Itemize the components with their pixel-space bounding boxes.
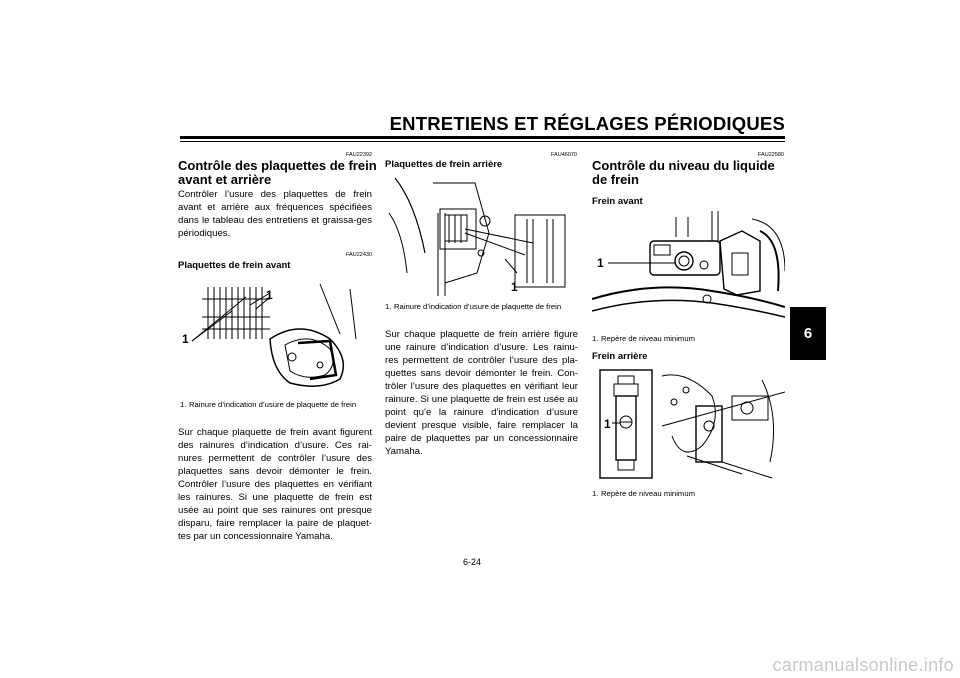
figure-caption: [592, 489, 785, 499]
figure-front-brake-reservoir: [592, 211, 785, 327]
figure-caption: [180, 400, 372, 410]
caption-text: Repère de niveau minimum: [601, 489, 696, 498]
rear-pads-body: Sur chaque plaquette de frein arrière figure une rainure d’indication d’usure. Les rainu-res permettent de contrôler l’usure des pla-quettes sans devoir démonter le frein. Con-trôler l’usure des plaquettes en vérifiant leur rainure. Si une plaquette de frein est usée au point qu’e la rainure d’indication d’usure devient presque visible, faire remplacer la paire de plaquettes par un concessionnaire Yamaha.: [385, 329, 578, 457]
front-pads-body: Sur chaque plaquette de frein avant figurent des rainures d’indication d’usure. Ces rai-nures permettent de contrôler l’usure des plaquettes sans devoir démonter le frein. Contrôler l’usure des plaquettes en vérifiant les rainures. Si une plaquette de frein est usée au point que ses rainures ont presque disparu, faire remplacer la paire de plaquet-tes par un concessionnaire Yamaha.: [178, 427, 372, 542]
section-code: FAU22392: [346, 152, 372, 158]
caption-number: 1.: [385, 302, 392, 311]
figure-callout-label: 1: [182, 332, 189, 346]
figure-callout-label: 1: [604, 417, 611, 431]
subsection-title-front-fluid: Frein avant: [592, 196, 643, 207]
figure-rear-brake-reservoir: [592, 366, 785, 482]
caption-number: 1.: [592, 334, 599, 343]
chapter-tab[interactable]: 6: [790, 307, 826, 360]
figure-front-brake-pads: [180, 279, 372, 392]
section-code: FAU22580: [758, 152, 784, 158]
header-rule-thin: [180, 141, 785, 142]
caption-text: Repère de niveau minimum: [601, 334, 696, 343]
caption-number: 1.: [592, 489, 599, 498]
caption-number: 1.: [180, 400, 187, 409]
section-title: Contrôle du niveau du liquide de frein: [592, 158, 775, 187]
header-rule-thick: [180, 136, 785, 139]
figure-callout-label: 1: [266, 288, 273, 302]
figure-callout-label: 1: [511, 280, 518, 294]
figure-rear-brake-pads: [385, 173, 578, 296]
watermark: carmanualsonline.info: [772, 655, 954, 675]
figure-caption: [592, 334, 785, 344]
page-header-title: ENTRETIENS ET RÉGLAGES PÉRIODIQUES: [389, 113, 785, 134]
caption-text: Rainure d’indication d’usure de plaquette de frein: [189, 400, 357, 409]
subsection-code: FAU22430: [346, 252, 372, 258]
subsection-title-front-pads: Plaquettes de frein avant: [178, 260, 291, 271]
section-title: Contrôle des plaquettes de frein avant et arrière: [178, 158, 377, 187]
subsection-title-rear-fluid: Frein arrière: [592, 351, 648, 362]
figure-callout-label: 1: [597, 256, 604, 270]
figure-caption: [385, 302, 578, 312]
caption-text: Rainure d’indication d’usure de plaquette de frein: [394, 302, 562, 311]
subsection-title-rear-pads: Plaquettes de frein arrière: [385, 159, 503, 170]
subsection-code: FAU46070: [551, 152, 577, 158]
section-intro: Contrôler l’usure des plaquettes de frein avant et arrière aux fréquences spécifiées dans le tableau des entretiens et graissa-ges périodiques.: [178, 189, 372, 239]
page-number: 6-24: [463, 557, 482, 567]
